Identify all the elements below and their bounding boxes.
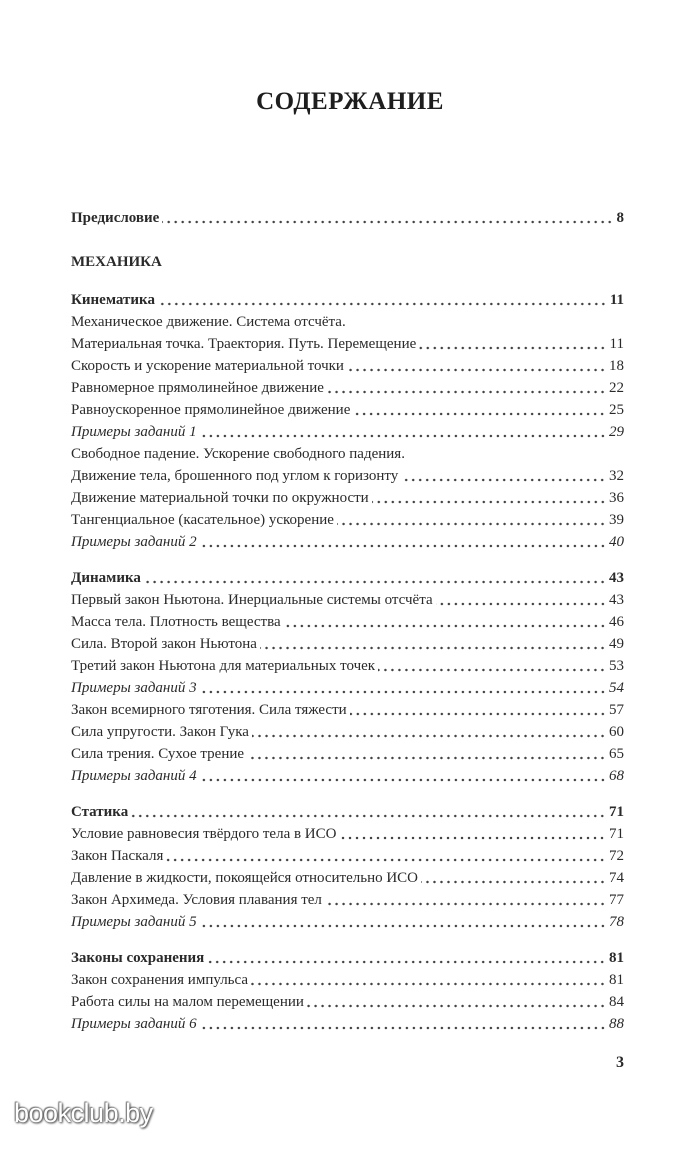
dot-leader	[378, 668, 606, 672]
toc-entry[interactable]	[71, 311, 624, 333]
toc-entry[interactable]	[71, 1013, 624, 1035]
toc-entry[interactable]	[71, 355, 624, 377]
dot-leader	[353, 412, 606, 416]
toc-entry[interactable]	[71, 611, 624, 633]
toc-entry-page: 77	[609, 892, 624, 908]
toc-entry-text: Механическое движение. Система отсчёта.	[71, 314, 346, 330]
watermark-logo: bookclub.by	[14, 1098, 153, 1128]
dot-leader	[372, 500, 606, 504]
toc-entry-text: Давление в жидкости, покоящейся относительно ИСО	[71, 870, 419, 886]
toc-entry-text: Примеры заданий 2	[71, 534, 197, 550]
toc-entry-text: Движение тела, брошенного под углом к горизонту	[71, 468, 399, 484]
toc-entry[interactable]	[71, 487, 624, 509]
toc-entry-text: Работа силы на малом перемещении	[71, 994, 304, 1010]
toc-entry-page: 29	[609, 424, 624, 440]
toc-entry[interactable]	[71, 443, 624, 465]
toc-group	[71, 289, 624, 553]
dot-leader	[131, 814, 606, 818]
toc-entry[interactable]	[71, 377, 624, 399]
toc-entry-page: 25	[609, 402, 624, 418]
toc-groups	[71, 289, 624, 1035]
toc-entry[interactable]	[71, 867, 624, 889]
toc-entry-text: Закон всемирного тяготения. Сила тяжести	[71, 702, 347, 718]
dot-leader	[337, 522, 606, 526]
toc-entry-text: Скорость и ускорение материальной точки	[71, 358, 344, 374]
toc-entry-page: 46	[609, 614, 624, 630]
toc-entry-text: Условие равновесия твёрдого тела в ИСО	[71, 826, 337, 842]
toc-entry[interactable]	[71, 889, 624, 911]
dot-leader	[252, 734, 606, 738]
dot-leader	[251, 982, 606, 986]
toc-entry[interactable]	[71, 465, 624, 487]
dot-leader	[436, 602, 606, 606]
toc-entry[interactable]	[71, 991, 624, 1013]
toc-chapter[interactable]	[71, 801, 624, 823]
dot-leader	[284, 624, 606, 628]
toc-entry[interactable]	[71, 421, 624, 443]
page-title: СОДЕРЖАНИЕ	[256, 88, 444, 115]
toc-entry-page: 54	[609, 680, 624, 696]
toc-entry-text: Примеры заданий 6	[71, 1016, 197, 1032]
toc-entry-text: Закон Паскаля	[71, 848, 164, 864]
toc-entry-text: Законы сохранения	[71, 950, 205, 966]
dot-leader	[158, 302, 607, 306]
dot-leader	[307, 1004, 606, 1008]
toc-entry-page: 60	[609, 724, 624, 740]
dot-leader	[401, 478, 606, 482]
toc-entry-text: Равномерное прямолинейное движение	[71, 380, 324, 396]
toc-entry-text: Первый закон Ньютона. Инерциальные системы отсчёта	[71, 592, 433, 608]
toc-entry-text: Масса тела. Плотность вещества	[71, 614, 281, 630]
toc-entry[interactable]	[71, 531, 624, 553]
dot-leader	[200, 690, 606, 694]
toc-entry-preface[interactable]	[71, 207, 624, 229]
toc-group	[71, 947, 624, 1035]
toc-entry[interactable]	[71, 721, 624, 743]
toc-entry-text: Динамика	[71, 570, 141, 586]
toc-entry-text: Закон Архимеда. Условия плавания тел	[71, 892, 322, 908]
page-number: 3	[616, 1054, 624, 1071]
toc-entry[interactable]	[71, 699, 624, 721]
toc-entry-text: Кинематика	[71, 292, 155, 308]
toc-entry[interactable]	[71, 399, 624, 421]
toc-entry[interactable]	[71, 509, 624, 531]
table-of-contents	[71, 207, 624, 1035]
toc-entry[interactable]	[71, 743, 624, 765]
toc-entry-page: 74	[609, 870, 624, 886]
toc-entry[interactable]	[71, 765, 624, 787]
toc-entry-page: 49	[609, 636, 624, 652]
toc-chapter[interactable]	[71, 947, 624, 969]
toc-entry-text: Примеры заданий 3	[71, 680, 197, 696]
toc-entry-text: Примеры заданий 5	[71, 914, 197, 930]
toc-entry-text: Сила упругости. Закон Гука	[71, 724, 249, 740]
dot-leader	[421, 880, 606, 884]
toc-entry-page: 32	[609, 468, 624, 484]
toc-entry-page: 43	[609, 592, 624, 608]
toc-entry[interactable]	[71, 333, 624, 355]
toc-entry-page: 11	[609, 336, 624, 352]
toc-entry-text: Сила трения. Сухое трение	[71, 746, 245, 762]
toc-entry-page: 53	[609, 658, 624, 674]
toc-entry-text: Сила. Второй закон Ньютона	[71, 636, 257, 652]
toc-entry-page: 11	[609, 292, 624, 308]
toc-group	[71, 567, 624, 787]
toc-entry-page: 71	[609, 826, 624, 842]
toc-entry-page: 36	[609, 490, 624, 506]
dot-leader	[144, 580, 606, 584]
toc-entry-text: Тангенциальное (касательное) ускорение	[71, 512, 334, 528]
dot-leader	[339, 836, 606, 840]
dot-leader	[162, 220, 613, 224]
dot-leader	[200, 434, 606, 438]
toc-entry-text: Движение материальной точки по окружности	[71, 490, 369, 506]
toc-chapter[interactable]	[71, 289, 624, 311]
toc-entry-page: 22	[609, 380, 624, 396]
dot-leader	[347, 368, 606, 372]
dot-leader	[260, 646, 606, 650]
toc-entry-text: Предисловие	[71, 210, 160, 226]
toc-chapter[interactable]	[71, 567, 624, 589]
toc-entry-page: 72	[609, 848, 624, 864]
dot-leader	[207, 960, 606, 964]
toc-entry-page: 88	[609, 1016, 624, 1032]
toc-entry-page: 18	[609, 358, 624, 374]
toc-entry-page: 81	[609, 972, 624, 988]
dot-leader	[200, 778, 606, 782]
dot-leader	[350, 712, 606, 716]
dot-leader	[325, 902, 606, 906]
toc-entry[interactable]	[71, 589, 624, 611]
dot-leader	[247, 756, 606, 760]
toc-entry[interactable]	[71, 845, 624, 867]
toc-entry[interactable]	[71, 655, 624, 677]
dot-leader	[200, 1026, 606, 1030]
toc-entry-page: 71	[609, 804, 624, 820]
toc-entry-page: 57	[609, 702, 624, 718]
toc-entry-page: 43	[609, 570, 624, 586]
toc-entry-text: Примеры заданий 1	[71, 424, 197, 440]
toc-entry-page: 81	[609, 950, 624, 966]
toc-entry-page: 78	[609, 914, 624, 930]
toc-entry-text: Равноускоренное прямолинейное движение	[71, 402, 351, 418]
toc-entry-text: Третий закон Ньютона для материальных точек	[71, 658, 376, 674]
toc-entry-page: 39	[609, 512, 624, 528]
toc-entry[interactable]	[71, 823, 624, 845]
dot-leader	[166, 858, 606, 862]
toc-entry-page: 84	[609, 994, 624, 1010]
dot-leader	[200, 544, 606, 548]
toc-entry-page: 65	[609, 746, 624, 762]
toc-entry-text: Закон сохранения импульса	[71, 972, 249, 988]
toc-entry[interactable]	[71, 633, 624, 655]
toc-entry[interactable]	[71, 911, 624, 933]
toc-entry-page: 40	[609, 534, 624, 550]
toc-entry-text: Материальная точка. Траектория. Путь. Перемещение	[71, 336, 417, 352]
toc-entry-page: 8	[616, 210, 624, 226]
toc-entry-page: 68	[609, 768, 624, 784]
section-heading: МЕХАНИКА	[71, 254, 162, 270]
toc-entry[interactable]	[71, 969, 624, 991]
toc-entry-text: Примеры заданий 4	[71, 768, 197, 784]
dot-leader	[200, 924, 606, 928]
toc-entry[interactable]	[71, 677, 624, 699]
dot-leader	[327, 390, 606, 394]
toc-group	[71, 801, 624, 933]
dot-leader	[419, 346, 606, 350]
toc-entry-text: Свободное падение. Ускорение свободного падения.	[71, 446, 405, 462]
toc-entry-text: Статика	[71, 804, 129, 820]
